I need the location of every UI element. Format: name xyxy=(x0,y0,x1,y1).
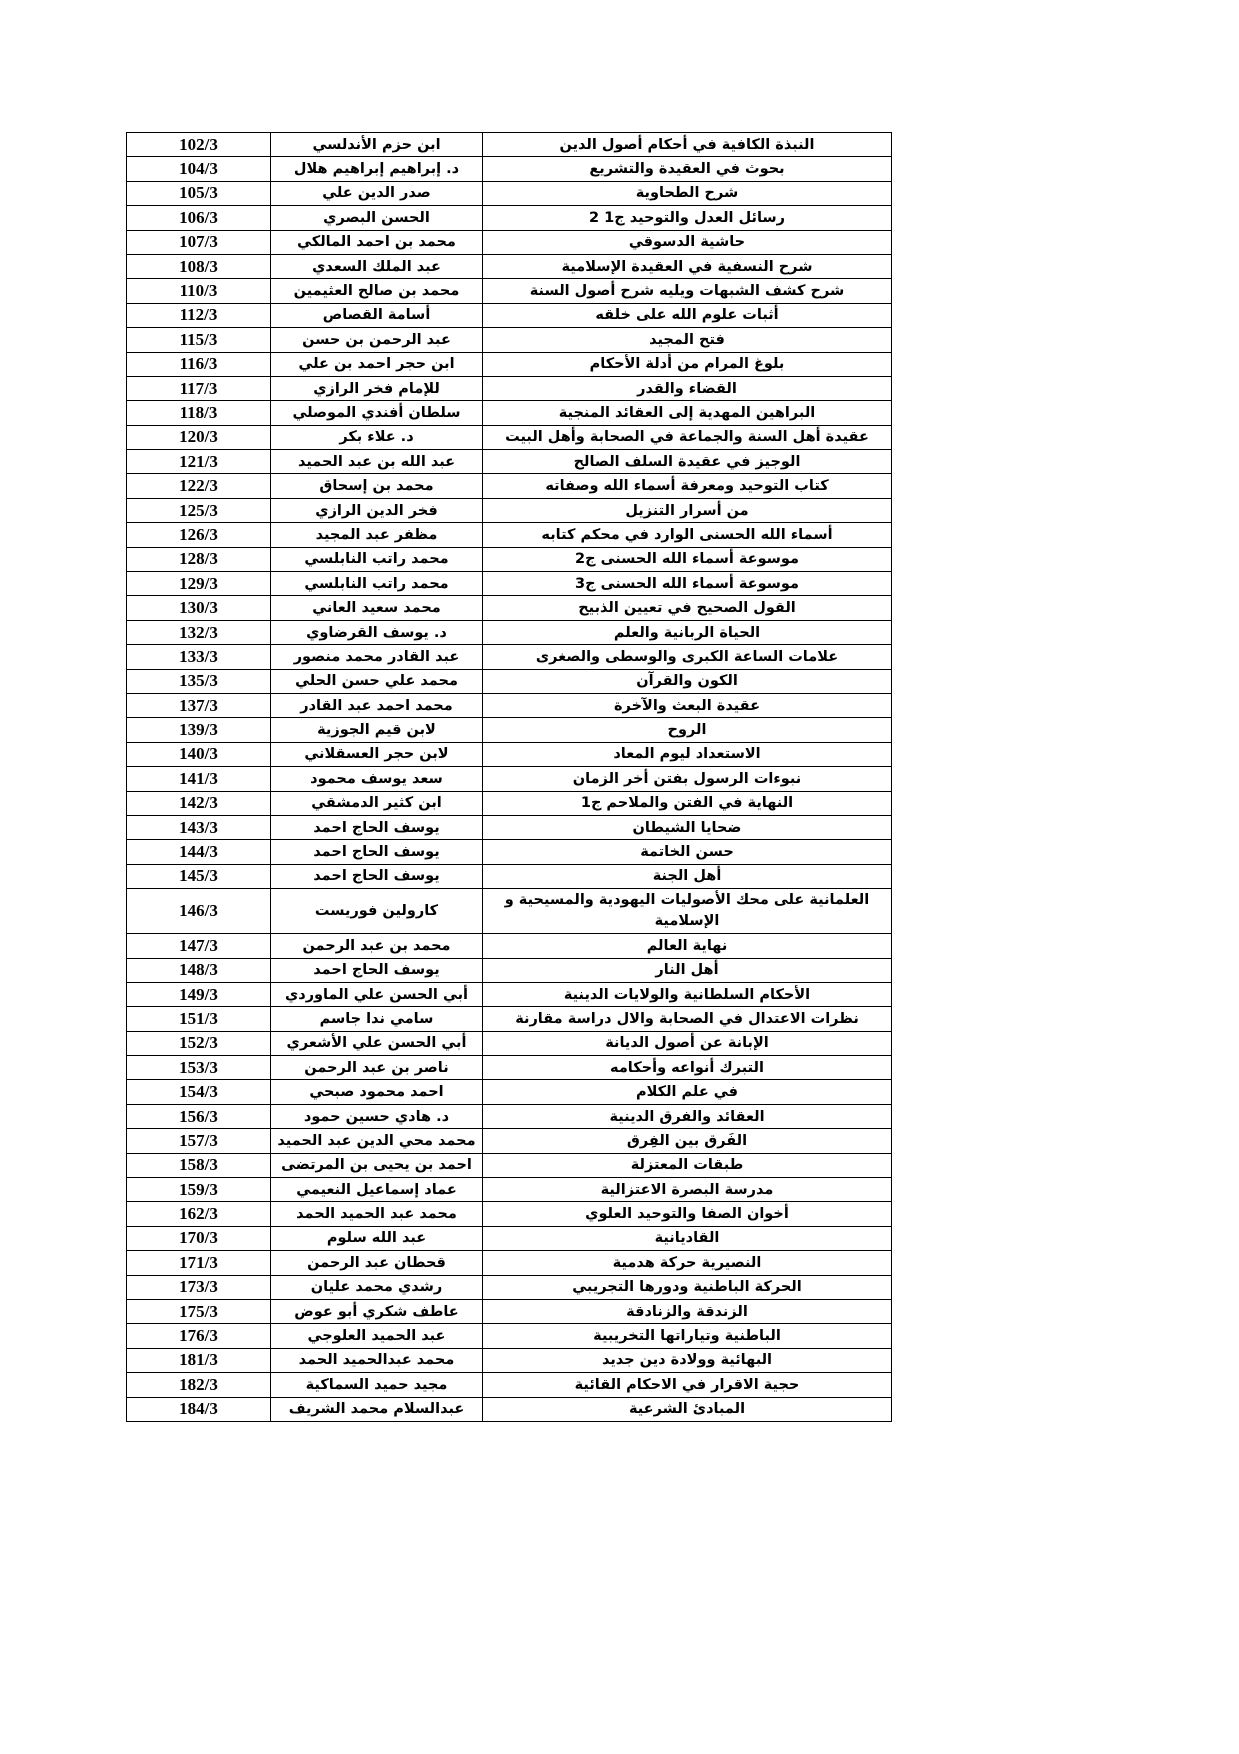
author-cell: مجيد حميد السماكية xyxy=(271,1373,483,1397)
author-cell: صدر الدين علي xyxy=(271,181,483,205)
call-number-cell: 154/3 xyxy=(127,1080,271,1104)
table-row xyxy=(127,596,892,620)
table-row xyxy=(127,1348,892,1372)
author-cell: محمد راتب النابلسي xyxy=(271,572,483,596)
author-cell: سلطان أفندي الموصلي xyxy=(271,401,483,425)
table-row xyxy=(127,791,892,815)
author-cell: أسامة القصاص xyxy=(271,303,483,327)
author-cell: عماد إسماعيل النعيمي xyxy=(271,1178,483,1202)
call-number-cell: 117/3 xyxy=(127,376,271,400)
author-cell: أبي الحسن علي الماوردي xyxy=(271,982,483,1006)
table-row xyxy=(127,547,892,571)
call-number-cell: 170/3 xyxy=(127,1226,271,1250)
table-row xyxy=(127,669,892,693)
table-row xyxy=(127,840,892,864)
author-cell: محمد عبد الحميد الحمد xyxy=(271,1202,483,1226)
book-title-cell: عقيدة أهل السنة والجماعة في الصحابة وأهل البيت xyxy=(483,425,892,449)
book-title-cell: الزندقة والزنادقة xyxy=(483,1299,892,1323)
author-cell: يوسف الحاج احمد xyxy=(271,840,483,864)
table-row xyxy=(127,1226,892,1250)
book-title-cell: أسماء الله الحسنى الوارد في محكم كتابه xyxy=(483,523,892,547)
book-title-cell: طبقات المعتزلة xyxy=(483,1153,892,1177)
call-number-cell: 122/3 xyxy=(127,474,271,498)
call-number-cell: 115/3 xyxy=(127,328,271,352)
book-title-cell: حاشية الدسوقي xyxy=(483,230,892,254)
table-row xyxy=(127,1397,892,1421)
table-row xyxy=(127,889,892,934)
call-number-cell: 130/3 xyxy=(127,596,271,620)
call-number-cell: 139/3 xyxy=(127,718,271,742)
author-cell: ابن كثير الدمشقي xyxy=(271,791,483,815)
book-title-cell: البراهين المهدية إلى العقائد المنجية xyxy=(483,401,892,425)
call-number-cell: 151/3 xyxy=(127,1007,271,1031)
book-title-cell: عقيدة البعث والآخرة xyxy=(483,693,892,717)
table-row xyxy=(127,1056,892,1080)
call-number-cell: 108/3 xyxy=(127,254,271,278)
table-row xyxy=(127,693,892,717)
table-row xyxy=(127,450,892,474)
call-number-cell: 182/3 xyxy=(127,1373,271,1397)
book-title-cell: الكون والقرآن xyxy=(483,669,892,693)
call-number-cell: 125/3 xyxy=(127,498,271,522)
author-cell: د. يوسف القرضاوي xyxy=(271,620,483,644)
table-row xyxy=(127,303,892,327)
call-number-cell: 157/3 xyxy=(127,1129,271,1153)
book-title-cell: مدرسة البصرة الاعتزالية xyxy=(483,1178,892,1202)
author-cell: احمد بن يحيى بن المرتضى xyxy=(271,1153,483,1177)
book-title-cell: الاستعداد ليوم المعاد xyxy=(483,742,892,766)
table-row xyxy=(127,425,892,449)
author-cell: قحطان عبد الرحمن xyxy=(271,1251,483,1275)
call-number-cell: 143/3 xyxy=(127,815,271,839)
table-row xyxy=(127,523,892,547)
call-number-cell: 104/3 xyxy=(127,157,271,181)
author-cell: عبد الله بن عبد الحميد xyxy=(271,450,483,474)
author-cell: محمد بن عبد الرحمن xyxy=(271,934,483,958)
call-number-cell: 153/3 xyxy=(127,1056,271,1080)
table-row xyxy=(127,1153,892,1177)
author-cell: رشدي محمد عليان xyxy=(271,1275,483,1299)
call-number-cell: 126/3 xyxy=(127,523,271,547)
author-cell: سعد يوسف محمود xyxy=(271,767,483,791)
book-title-cell: النبذة الكافية في أحكام أصول الدين xyxy=(483,133,892,157)
table-row xyxy=(127,376,892,400)
book-title-cell: الإبانة عن أصول الديانة xyxy=(483,1031,892,1055)
call-number-cell: 176/3 xyxy=(127,1324,271,1348)
call-number-cell: 135/3 xyxy=(127,669,271,693)
book-title-cell: نبوءات الرسول بفتن أخر الزمان xyxy=(483,767,892,791)
call-number-cell: 159/3 xyxy=(127,1178,271,1202)
book-title-cell: الباطنية وتياراتها التخريبية xyxy=(483,1324,892,1348)
author-cell: محمد محي الدين عبد الحميد xyxy=(271,1129,483,1153)
call-number-cell: 116/3 xyxy=(127,352,271,376)
table-row xyxy=(127,1275,892,1299)
author-cell: فخر الدين الرازي xyxy=(271,498,483,522)
call-number-cell: 129/3 xyxy=(127,572,271,596)
author-cell: ناصر بن عبد الرحمن xyxy=(271,1056,483,1080)
book-title-cell: أهل الجنة xyxy=(483,864,892,888)
book-title-cell: نهاية العالم xyxy=(483,934,892,958)
book-title-cell: المبادئ الشرعية xyxy=(483,1397,892,1421)
author-cell: محمد احمد عبد القادر xyxy=(271,693,483,717)
call-number-cell: 105/3 xyxy=(127,181,271,205)
call-number-cell: 121/3 xyxy=(127,450,271,474)
call-number-cell: 141/3 xyxy=(127,767,271,791)
author-cell: عبد الله سلوم xyxy=(271,1226,483,1250)
author-cell: للإمام فخر الرازي xyxy=(271,376,483,400)
book-title-cell: رسائل العدل والتوحيد ج1 2 xyxy=(483,206,892,230)
author-cell: محمد راتب النابلسي xyxy=(271,547,483,571)
author-cell: محمد بن احمد المالكي xyxy=(271,230,483,254)
author-cell: مظفر عبد المجيد xyxy=(271,523,483,547)
table-row xyxy=(127,934,892,958)
table-row xyxy=(127,572,892,596)
author-cell: يوسف الحاج احمد xyxy=(271,815,483,839)
call-number-cell: 110/3 xyxy=(127,279,271,303)
author-cell: ابن حزم الأندلسي xyxy=(271,133,483,157)
call-number-cell: 158/3 xyxy=(127,1153,271,1177)
author-cell: ابن حجر احمد بن علي xyxy=(271,352,483,376)
book-title-cell: القاديانية xyxy=(483,1226,892,1250)
call-number-cell: 140/3 xyxy=(127,742,271,766)
book-title-cell: موسوعة أسماء الله الحسنى ج3 xyxy=(483,572,892,596)
book-title-cell: شرح النسفية في العقيدة الإسلامية xyxy=(483,254,892,278)
book-catalog-table xyxy=(126,132,892,1422)
book-title-cell: شرح الطحاوية xyxy=(483,181,892,205)
table-row xyxy=(127,133,892,157)
book-title-cell: الأحكام السلطانية والولايات الدينية xyxy=(483,982,892,1006)
table-row xyxy=(127,1202,892,1226)
call-number-cell: 145/3 xyxy=(127,864,271,888)
author-cell: محمد علي حسن الحلي xyxy=(271,669,483,693)
table-row xyxy=(127,1299,892,1323)
book-title-cell: الفَرق بين الفِرق xyxy=(483,1129,892,1153)
book-title-cell: فتح المجيد xyxy=(483,328,892,352)
book-title-cell: كتاب التوحيد ومعرفة أسماء الله وصفاته xyxy=(483,474,892,498)
book-title-cell: علامات الساعة الكبرى والوسطى والصغرى xyxy=(483,645,892,669)
author-cell: عبد الحميد العلوجي xyxy=(271,1324,483,1348)
catalog-body xyxy=(127,133,892,1422)
call-number-cell: 144/3 xyxy=(127,840,271,864)
author-cell: سامي ندا جاسم xyxy=(271,1007,483,1031)
book-title-cell: العلمانية على محك الأصوليات اليهودية والمسيحية و الإسلامية xyxy=(483,889,892,934)
call-number-cell: 112/3 xyxy=(127,303,271,327)
table-row xyxy=(127,230,892,254)
call-number-cell: 162/3 xyxy=(127,1202,271,1226)
call-number-cell: 156/3 xyxy=(127,1104,271,1128)
table-row xyxy=(127,718,892,742)
book-title-cell: في علم الكلام xyxy=(483,1080,892,1104)
table-row xyxy=(127,401,892,425)
call-number-cell: 149/3 xyxy=(127,982,271,1006)
call-number-cell: 173/3 xyxy=(127,1275,271,1299)
table-row xyxy=(127,864,892,888)
call-number-cell: 181/3 xyxy=(127,1348,271,1372)
table-row xyxy=(127,1104,892,1128)
book-title-cell: النهاية في الفتن والملاحم ج1 xyxy=(483,791,892,815)
table-row xyxy=(127,767,892,791)
author-cell: احمد محمود صبحي xyxy=(271,1080,483,1104)
table-row xyxy=(127,1373,892,1397)
table-row xyxy=(127,1129,892,1153)
table-row xyxy=(127,815,892,839)
call-number-cell: 175/3 xyxy=(127,1299,271,1323)
book-title-cell: شرح كشف الشبهات ويليه شرح أصول السنة xyxy=(483,279,892,303)
table-row xyxy=(127,620,892,644)
call-number-cell: 171/3 xyxy=(127,1251,271,1275)
author-cell: لابن قيم الجوزية xyxy=(271,718,483,742)
author-cell: عبد الملك السعدي xyxy=(271,254,483,278)
book-title-cell: الوجيز في عقيدة السلف الصالح xyxy=(483,450,892,474)
author-cell: محمد بن صالح العثيمين xyxy=(271,279,483,303)
call-number-cell: 133/3 xyxy=(127,645,271,669)
table-row xyxy=(127,958,892,982)
author-cell: عاطف شكري أبو عوض xyxy=(271,1299,483,1323)
call-number-cell: 106/3 xyxy=(127,206,271,230)
table-row xyxy=(127,181,892,205)
book-title-cell: التبرك أنواعه وأحكامه xyxy=(483,1056,892,1080)
book-title-cell: أهل النار xyxy=(483,958,892,982)
call-number-cell: 120/3 xyxy=(127,425,271,449)
call-number-cell: 184/3 xyxy=(127,1397,271,1421)
book-title-cell: بحوث في العقيدة والتشريع xyxy=(483,157,892,181)
call-number-cell: 152/3 xyxy=(127,1031,271,1055)
author-cell: محمد بن إسحاق xyxy=(271,474,483,498)
author-cell: يوسف الحاج احمد xyxy=(271,958,483,982)
author-cell: عبد الرحمن بن حسن xyxy=(271,328,483,352)
author-cell: عبد القادر محمد منصور xyxy=(271,645,483,669)
book-title-cell: النصيرية حركة هدمية xyxy=(483,1251,892,1275)
table-row xyxy=(127,1031,892,1055)
call-number-cell: 102/3 xyxy=(127,133,271,157)
book-title-cell: حسن الخاتمة xyxy=(483,840,892,864)
author-cell: عبدالسلام محمد الشريف xyxy=(271,1397,483,1421)
table-row xyxy=(127,474,892,498)
table-row xyxy=(127,328,892,352)
table-row xyxy=(127,254,892,278)
table-row xyxy=(127,1178,892,1202)
table-row xyxy=(127,1324,892,1348)
author-cell: يوسف الحاج احمد xyxy=(271,864,483,888)
book-title-cell: العقائد والفرق الدينية xyxy=(483,1104,892,1128)
author-cell: أبي الحسن علي الأشعري xyxy=(271,1031,483,1055)
author-cell: لابن حجر العسقلاني xyxy=(271,742,483,766)
book-title-cell: الروح xyxy=(483,718,892,742)
book-title-cell: القضاء والقدر xyxy=(483,376,892,400)
author-cell: د. إبراهيم إبراهيم هلال xyxy=(271,157,483,181)
author-cell: د. علاء بكر xyxy=(271,425,483,449)
book-title-cell: نظرات الاعتدال في الصحابة والال دراسة مقارنة xyxy=(483,1007,892,1031)
call-number-cell: 142/3 xyxy=(127,791,271,815)
table-row xyxy=(127,1251,892,1275)
call-number-cell: 107/3 xyxy=(127,230,271,254)
author-cell: د. هادي حسين حمود xyxy=(271,1104,483,1128)
table-row xyxy=(127,279,892,303)
table-row xyxy=(127,742,892,766)
table-row xyxy=(127,352,892,376)
book-title-cell: أخوان الصفا والتوحيد العلوي xyxy=(483,1202,892,1226)
author-cell: محمد عبدالحميد الحمد xyxy=(271,1348,483,1372)
author-cell: محمد سعيد العاني xyxy=(271,596,483,620)
table-row xyxy=(127,1007,892,1031)
book-title-cell: بلوغ المرام من أدلة الأحكام xyxy=(483,352,892,376)
table-row xyxy=(127,645,892,669)
table-row xyxy=(127,1080,892,1104)
table-row xyxy=(127,206,892,230)
book-title-cell: من أسرار التنزيل xyxy=(483,498,892,522)
book-title-cell: أثبات علوم الله على خلقه xyxy=(483,303,892,327)
call-number-cell: 132/3 xyxy=(127,620,271,644)
call-number-cell: 147/3 xyxy=(127,934,271,958)
table-row xyxy=(127,157,892,181)
book-title-cell: الحركة الباطنية ودورها التجريبي xyxy=(483,1275,892,1299)
table-row xyxy=(127,498,892,522)
call-number-cell: 146/3 xyxy=(127,889,271,934)
author-cell: الحسن البصري xyxy=(271,206,483,230)
author-cell: كارولين فوريست xyxy=(271,889,483,934)
call-number-cell: 148/3 xyxy=(127,958,271,982)
book-title-cell: البهائية وولادة دين جديد xyxy=(483,1348,892,1372)
book-title-cell: ضحايا الشيطان xyxy=(483,815,892,839)
book-title-cell: موسوعة أسماء الله الحسنى ج2 xyxy=(483,547,892,571)
call-number-cell: 128/3 xyxy=(127,547,271,571)
book-title-cell: الحياة الربانية والعلم xyxy=(483,620,892,644)
table-row xyxy=(127,982,892,1006)
call-number-cell: 137/3 xyxy=(127,693,271,717)
call-number-cell: 118/3 xyxy=(127,401,271,425)
book-title-cell: القول الصحيح في تعيين الذبيح xyxy=(483,596,892,620)
book-title-cell: حجية الاقرار في الاحكام القائية xyxy=(483,1373,892,1397)
